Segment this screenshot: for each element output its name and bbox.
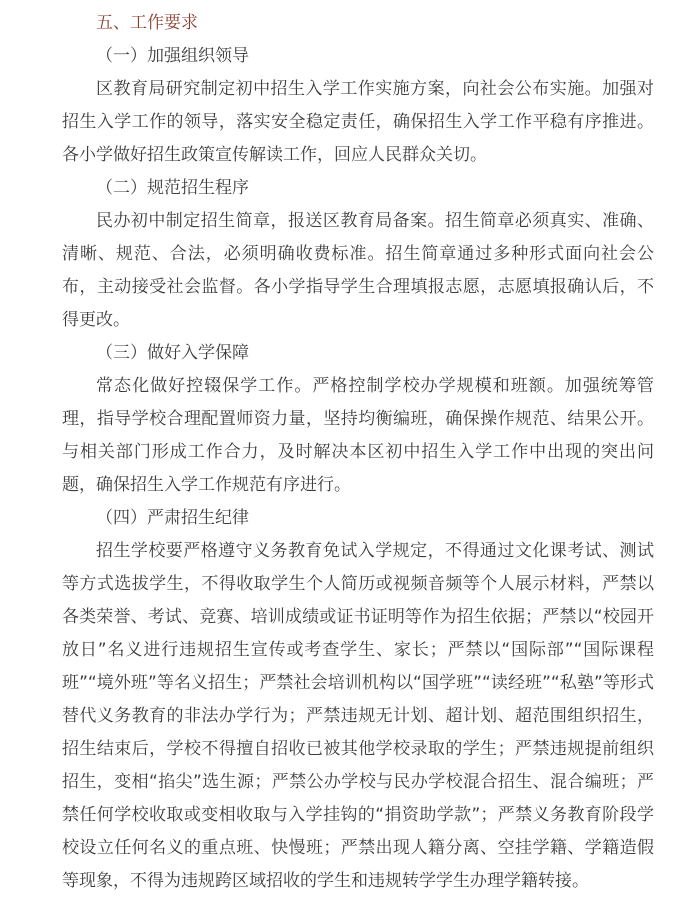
section-1-paragraph: 区教育局研究制定初中招生入学工作实施方案，向社会公布实施。加强对招生入学工作的领导，落实安全稳定责任，确保招生入学工作平稳有序推进。各小学做好招生政策宣传解读工作，回应人民群众关切。 <box>62 79 654 165</box>
section-3-paragraph: 常态化做好控辍保学工作。严格控制学校办学规模和班额。加强统筹管理，指导学校合理配置师资力量，坚持均衡编班，确保操作规范、结果公开。与相关部门形成工作合力，及时解决本区初中招生入学工作中出现的突出问题，确保招生入学工作规范有序进行。 <box>62 376 654 495</box>
section-4-heading: （四）严肃招生纪律 <box>96 508 249 528</box>
section-1-heading: （一）加强组织领导 <box>96 46 249 66</box>
document-title: 五、工作要求 <box>96 13 198 33</box>
section-3-heading: （三）做好入学保障 <box>96 343 249 363</box>
section-4-paragraph: 招生学校要严格遵守义务教育免试入学规定，不得通过文化课考试、测试等方式选拔学生，不得收取学生个人简历或视频音频等个人展示材料，严禁以各类荣誉、考试、竞赛、培训成绩或证书证明等作为招生依据；严禁以“校园开放日”名义进行违规招生宣传或考查学生、家长；严禁以“国际部”“国际课程班”“境外班”等名义招生；严禁社会培训机构以“国学班”“读经班”“私塾”等形式替代义务教育的非法办学行为；严禁违规无计划、超计划、超范围组织招生，招生结束后，学校不得擅自招收已被其他学校录取的学生；严禁违规提前组织招生，变相“掐尖”选生源；严禁公办学校与民办学校混合招生、混合编班；严禁任何学校收取或变相收取与入学挂钩的“捐资助学款”；严禁义务教育阶段学校设立任何名义的重点班、快慢班；严禁出现人籍分离、空挂学籍、学籍造假等现象，不得为违规跨区域招收的学生和违规转学学生办理学籍转接。 <box>62 541 654 891</box>
section-2-heading: （二）规范招生程序 <box>96 178 249 198</box>
section-2-paragraph: 民办初中制定招生简章，报送区教育局备案。招生简章必须真实、准确、清晰、规范、合法，必须明确收费标准。招生简章通过多种形式面向社会公布，主动接受社会监督。各小学指导学生合理填报志愿，志愿填报确认后，不得更改。 <box>62 211 654 330</box>
